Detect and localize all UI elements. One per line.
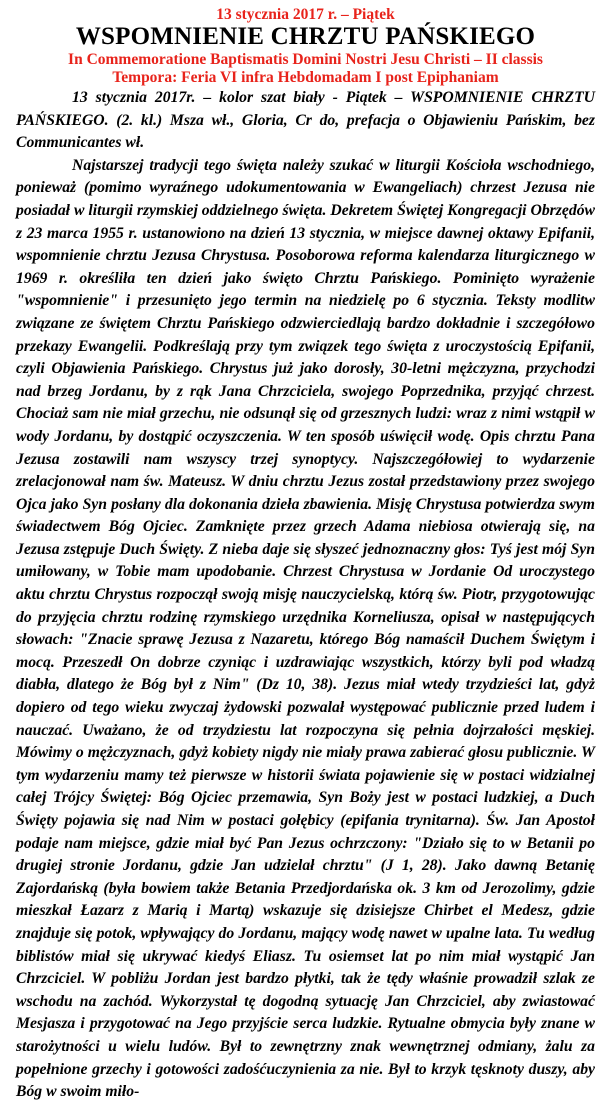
tempora-line: Tempora: Feria VI infra Hebdomadam I post Epiphaniam (112, 69, 499, 86)
intro-paragraph: 13 stycznia 2017r. – kolor szat biały - Piątek – WSPOMNIENIE CHRZTU PAŃSKIEGO. (2. kl.) Msza wł., Gloria, Cr do, prefacja o Objawieniu Pańskim, bez Communicantes wł. (16, 89, 595, 152)
main-paragraph: Najstarszej tradycji tego święta należy szukać w liturgii Kościoła wschodniego, ponieważ (pomimo wyraźnego udokumentowania w Ewangeliach) chrzest Jezusa nie posiadał w liturgii rzymskiej oddzielnego święta. Dekretem Świętej Kongregacji Obrzędów z 23 marca 1955 r. ustanowiono na dzień 13 stycznia, w miejsce dawnej oktawy Epifanii, wspomnienie chrztu Jezusa Chrystusa. Posoborowa reforma kalendarza liturgicznego w 1969 r. określiła ten dzień jako święto Chrztu Pańskiego. Pominięto wyrażenie "wspomnienie" i przesunięto jego termin na niedzielę po 6 stycznia. Teksty modlitw związane ze świętem Chrztu Pańskiego odzwierciedlają bardzo dokładnie i szczegółowo przekazy Ewangelii. Podkreślają przy tym związek tego święta z uroczystością Epifanii, czyli Objawienia Pańskiego. Chrystus już jako dorosły, 30-letni mężczyzna, przychodzi nad brzeg Jordanu, by z rąk Jana Chrzciciela, swojego Poprzednika, przyjąć chrzest. Chociaż sam nie miał grzechu, nie odsunął się od grzesznych ludzi: wraz z nimi wstąpił w wody Jordanu, by dostąpić oczyszczenia. W ten sposób uświęcił wodę. Opis chrztu Pana Jezusa zostawili nam wszyscy trzej synoptycy. Najszczegółowiej to wydarzenie zrelacjonował nam św. Mateusz. W dniu chrztu Jezus został przedstawiony przez swojego Ojca jako Syn posłany dla dokonania dzieła zbawienia. Misję Chrystusa potwierdza swym świadectwem Bóg Ojciec. Zamknięte przez grzech Adama niebiosa otwierają się, na Jezusa zstępuje Duch Święty. Z nieba daje się słyszeć jednoznaczny głos: Tyś jest mój Syn umiłowany, w Tobie mam upodobanie. Chrzest Chrystusa w Jordanie Od uroczystego aktu chrztu Chrystus rozpoczął swoją misję nauczycielską, którą św. Piotr, przygotowując do przyjęcia chrztu rodzinę rzymskiego urzędnika Korneliusza, opisał w następujących słowach: "Znacie sprawę Jezusa z Nazaretu, którego Bóg namaścił Duchem Świętym i mocą. Przeszedł On dobrze czyniąc i uzdrawiając wszystkich, którzy byli pod władzą diabła, dlatego że Bóg był z Nim" (Dz 10, 38). Jezus miał wtedy trzydzieści lat, gdyż dopiero od tego wieku zwyczaj żydowski pozwalał występować publicznie przed ludem i nauczać. Uważano, że od trzydziestu lat rozpoczyna się pełnia dojrzałości męskiej. Mówimy o mężczyznach, gdyż kobiety nigdy nie miały prawa zabierać głosu publicznie. W tym wydarzeniu mamy też pierwsze w historii świata pojawienie się w postaci widzialnej całej Trójcy Świętej: Bóg Ojciec przemawia, Syn Boży jest w postaci ludzkiej, a Duch Święty pojawia się nad Nim w postaci gołębicy (epifania trynitarna). Św. Jan Apostoł podaje nam miejsce, gdzie miał być Pan Jezus ochrzczony: "Działo się to w Betanii po drugiej stronie Jordanu, gdzie Jan udzielał chrztu" (J 1, 28). Jako dawną Betanię Zajordańską (była bowiem także Betania Przedjordańska ok. 3 km od Jerozolimy, gdzie mieszkał Łazarz z Marią i Martą) wskazuje się dzisiejsze Chirbet el Medesz, gdzie znajduje się potok, wpływający do Jordanu, mający wodę nawet w upalne lata. Tu według biblistów miał się ukrywać kiedyś Eliasz. Tu osiemset lat po nim miał wystąpić Jan Chrzciciel. W pobliżu Jordan jest bardzo płytki, tak że tędy właśnie prowadził szlak ze wschodu na zachód. Wykorzystał tę dogodną sytuację Jan Chrzciciel, aby zwiastować Mesjasza i przygotować na Jego przyjście serca ludzkie. Rytualne obmycia były znane w starożytności u wielu ludów. Był to zewnętrzny znak wewnętrznej odmiany, żalu za popełnione grzechy i gotowości zadośćuczynienia za nie. Był to krzyk tęsknoty duszy, aby Bóg w swoim miło- (16, 156, 595, 1101)
page-title: WSPOMNIENIE CHRZTU PAŃSKIEGO (75, 23, 536, 50)
latin-title: In Commemoratione Baptismatis Domini Nostri Jesu Christi – II classis (68, 51, 543, 68)
date-heading: 13 stycznia 2017 r. – Piątek (216, 6, 395, 23)
